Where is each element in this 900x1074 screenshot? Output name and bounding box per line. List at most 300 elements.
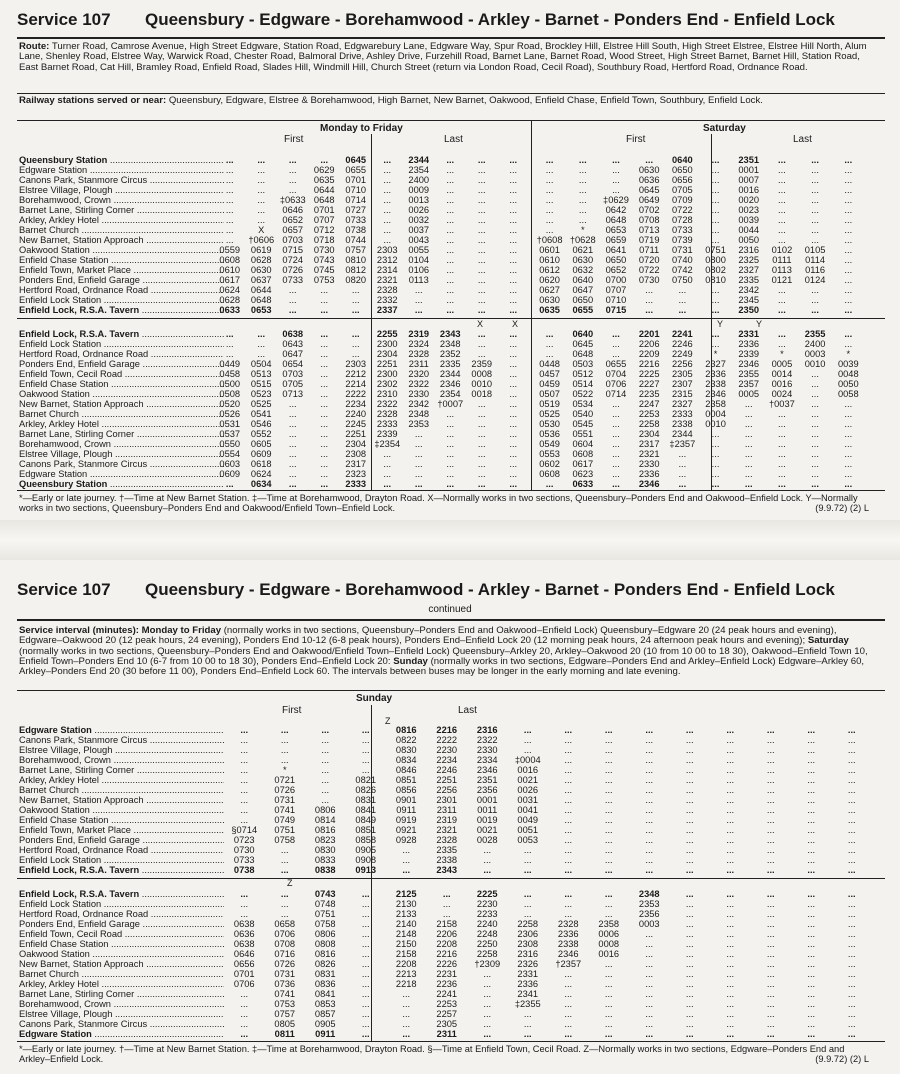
time-cell: 0701 xyxy=(233,969,255,979)
time-cell: ... xyxy=(483,1019,492,1029)
time-cell: 0021 xyxy=(476,825,498,835)
time-cell: ... xyxy=(446,265,455,275)
time-cell: 0630 xyxy=(572,255,594,265)
time-cell: ... xyxy=(509,409,518,419)
time-cell: 0851 xyxy=(355,825,377,835)
time-cell: ... xyxy=(811,165,819,175)
time-cell: 0726 xyxy=(274,785,296,795)
time-cell: ... xyxy=(645,295,654,305)
time-cell: 0513 xyxy=(250,369,272,379)
time-cell: ... xyxy=(766,745,775,755)
time-cell: ... xyxy=(778,459,786,469)
time-cell: 0749 xyxy=(274,815,296,825)
time-cell: 0733 xyxy=(672,225,693,235)
time-cell: 0629 xyxy=(313,165,335,175)
time-cell: ... xyxy=(811,419,819,429)
time-cell: 2258 xyxy=(476,949,498,959)
time-cell: ... xyxy=(383,235,392,245)
time-cell: ... xyxy=(240,765,249,775)
time-cell: ... xyxy=(225,479,234,489)
time-cell: ... xyxy=(811,295,819,305)
time-cell: 0713 xyxy=(638,225,660,235)
time-cell: ... xyxy=(509,235,518,245)
saturday-times xyxy=(533,305,865,315)
time-cell: ... xyxy=(811,439,819,449)
time-cell: 2400 xyxy=(804,339,826,349)
time-cell: 0624 xyxy=(219,285,241,295)
mf-last-label: Last xyxy=(444,134,463,145)
time-cell: ... xyxy=(766,735,775,745)
time-cell: 0617 xyxy=(572,459,594,469)
time-cell: ... xyxy=(288,449,297,459)
time-cell: ... xyxy=(711,339,720,349)
time-cell: 0650 xyxy=(605,255,627,265)
time-cell: ... xyxy=(726,855,735,865)
time-cell: 2320 xyxy=(408,369,430,379)
saturday-times xyxy=(533,369,865,379)
timetable-row xyxy=(19,429,885,439)
time-cell: ... xyxy=(509,285,518,295)
time-cell: ... xyxy=(685,755,694,765)
time-cell: ... xyxy=(612,399,620,409)
timetable-row xyxy=(19,765,885,775)
time-cell: 2258 xyxy=(517,919,539,929)
time-cell: 2234 xyxy=(345,399,367,409)
time-cell: 0105 xyxy=(804,245,826,255)
time-cell: ... xyxy=(477,165,486,175)
time-cell: 0019 xyxy=(476,815,498,825)
time-cell: 2251 xyxy=(376,359,398,369)
time-cell: ... xyxy=(509,205,518,215)
time-cell: ... xyxy=(711,215,720,225)
time-cell: ... xyxy=(477,339,486,349)
time-cell: ... xyxy=(711,195,720,205)
time-cell: ... xyxy=(564,775,573,785)
issue-code: (9.9.72) (2) L xyxy=(815,503,869,513)
time-cell: ... xyxy=(811,155,819,165)
time-cell: ... xyxy=(645,865,654,875)
time-cell: 2158 xyxy=(395,949,417,959)
time-cell: †2357 xyxy=(555,959,582,969)
timetable-row xyxy=(19,185,885,195)
time-cell: ... xyxy=(564,725,573,735)
saturday-times xyxy=(533,275,865,285)
time-cell: ... xyxy=(778,175,786,185)
time-cell: 0833 xyxy=(314,855,336,865)
time-cell: 0826 xyxy=(314,959,336,969)
timetable-row xyxy=(19,835,885,845)
time-cell: ... xyxy=(604,999,613,1009)
time-cell: ... xyxy=(225,215,234,225)
time-cell: 0905 xyxy=(314,1019,336,1029)
time-cell: ... xyxy=(726,949,735,959)
time-cell: ... xyxy=(361,969,370,979)
time-cell: 0702 xyxy=(638,205,660,215)
time-cell: 0853 xyxy=(314,999,336,1009)
time-cell: 0618 xyxy=(250,459,272,469)
timetable-row xyxy=(19,449,885,459)
time-cell: ... xyxy=(361,725,370,735)
time-cell: 0751 xyxy=(705,245,726,255)
time-cell: ... xyxy=(807,765,816,775)
sunday-times xyxy=(224,959,872,969)
time-cell: ... xyxy=(766,909,775,919)
time-cell: ... xyxy=(847,899,856,909)
time-cell: ... xyxy=(807,959,816,969)
time-cell: ... xyxy=(578,185,587,195)
time-cell: 2315 xyxy=(672,389,693,399)
sunday-times xyxy=(224,765,872,775)
stop-name: Enfield Town, Cecil Road ..... xyxy=(19,369,224,379)
time-cell: ... xyxy=(446,195,455,205)
time-cell: 0032 xyxy=(408,215,430,225)
time-cell: ... xyxy=(225,155,234,165)
stop-name: Arkley, Arkley Hotel ..... xyxy=(19,979,224,989)
saturday-times xyxy=(533,479,865,489)
time-cell: 0001 xyxy=(738,165,760,175)
time-cell: 2351 xyxy=(476,775,498,785)
time-cell: ... xyxy=(811,389,819,399)
time-cell: 0750 xyxy=(672,275,693,285)
time-cell: ... xyxy=(726,745,735,755)
time-cell: 0630 xyxy=(250,265,272,275)
time-cell: ... xyxy=(477,185,486,195)
time-cell: * xyxy=(780,349,784,359)
time-cell: 0705 xyxy=(282,379,304,389)
time-cell: ... xyxy=(711,205,720,215)
time-cell: 0640 xyxy=(572,275,594,285)
time-cell: ... xyxy=(509,195,518,205)
time-cell: ... xyxy=(321,745,330,755)
time-cell: ... xyxy=(744,409,753,419)
time-cell: 0458 xyxy=(219,369,241,379)
time-cell: ... xyxy=(414,295,423,305)
time-cell: ... xyxy=(604,755,613,765)
time-cell: 0703 xyxy=(282,369,304,379)
time-cell: ... xyxy=(744,439,753,449)
time-cell: ... xyxy=(811,449,819,459)
time-cell: ... xyxy=(383,185,392,195)
timetable-row xyxy=(19,785,885,795)
time-cell: 0001 xyxy=(476,795,498,805)
time-cell: 2328 xyxy=(376,285,398,295)
time-cell: 2307 xyxy=(672,379,693,389)
time-cell: 0546 xyxy=(250,419,272,429)
time-cell: 2233 xyxy=(476,909,498,919)
time-cell: 0731 xyxy=(274,969,296,979)
time-cell: 2256 xyxy=(672,359,693,369)
saturday-times xyxy=(533,399,865,409)
time-cell: 0730 xyxy=(233,845,255,855)
time-cell: ... xyxy=(240,795,249,805)
time-cell: 2227 xyxy=(638,379,660,389)
time-cell: 0846 xyxy=(395,765,417,775)
stop-name: Ponders End, Enfield Garage ..... xyxy=(19,919,224,929)
time-cell: ... xyxy=(564,969,573,979)
continued-label: continued xyxy=(428,604,472,615)
stop-name: Ponders End, Enfield Garage ..... xyxy=(19,359,224,369)
time-cell: ... xyxy=(766,899,775,909)
time-cell: 2339 xyxy=(738,349,760,359)
time-cell: ... xyxy=(564,845,573,855)
time-cell: 2247 xyxy=(638,399,660,409)
time-cell: ... xyxy=(844,195,853,205)
time-cell: 2316 xyxy=(738,245,760,255)
time-cell: ... xyxy=(446,419,455,429)
time-cell: ... xyxy=(477,449,486,459)
time-cell: 0649 xyxy=(638,195,660,205)
time-cell: ... xyxy=(446,205,455,215)
interval-label: Service interval (minutes): xyxy=(19,625,139,636)
time-cell: ... xyxy=(225,185,234,195)
time-cell: ... xyxy=(509,305,518,315)
time-cell: ... xyxy=(509,185,518,195)
time-cell: ... xyxy=(321,765,330,775)
time-cell: ... xyxy=(685,1029,694,1039)
time-cell: ... xyxy=(402,999,411,1009)
time-cell: 0811 xyxy=(274,1029,295,1039)
interval-mf-text: (normally works in two sections, Queensbury–Ponders End and Oakwood–Enfield Lock) Queensbury–Edgware 20 (24 peak hours and evening), Edgware–Oakwood 20 (12 peak hours, 24 evening), Ponders End 10-12 (6-8 peak hours), Ponders End–Enfield Lock 20 (12 morning peak hours, 24 afternoon peak hours and evening); xyxy=(19,625,837,647)
time-cell: ... xyxy=(578,215,587,225)
time-cell: ... xyxy=(446,459,455,469)
time-cell: 2312 xyxy=(376,255,398,265)
time-cell: ... xyxy=(225,329,234,339)
saturday-times xyxy=(533,225,865,235)
time-cell: 0113 xyxy=(771,265,792,275)
time-cell: ... xyxy=(844,305,853,315)
time-cell: ... xyxy=(711,329,720,339)
time-cell: ... xyxy=(744,459,753,469)
timetable-row xyxy=(19,855,885,865)
time-cell: ... xyxy=(523,1029,532,1039)
time-cell: ... xyxy=(645,999,654,1009)
time-cell: 0701 xyxy=(313,205,335,215)
time-cell: ... xyxy=(645,979,654,989)
divider xyxy=(17,1041,885,1042)
time-cell: 0741 xyxy=(274,805,296,815)
time-cell: ... xyxy=(604,1019,613,1029)
time-cell: ... xyxy=(847,1029,856,1039)
sunday-times xyxy=(224,1029,872,1039)
time-cell: 0841 xyxy=(355,805,377,815)
column-separator xyxy=(371,134,372,490)
timetable-row xyxy=(19,725,885,735)
time-cell: 0805 xyxy=(274,1019,296,1029)
time-cell: 0836 xyxy=(314,979,336,989)
time-cell: †0007 xyxy=(437,399,464,409)
route-text: Turner Road, Camrose Avenue, High Street Edgware, Station Road, Edgwarebury Lane, Edgware Way, Spur Road, Brockley Hill, Elstree Hill South, High Street Elstree, Elstree Hill North, Alum Lane, Shenley Road, Elstree Way, Warwick Road, Chester Road, Balmoral Drive, Ashley Drive, Furzehill Road, Barnet Lane, Barnet Road, Wood Street, High Street Barnet, Barnet Hill, Station Road, East Barnet Road, Cat Hill, Bramley Road, Enfield Road, Slades Hill, Windmill Hill, Church Street (return via London Road, Cecil Road), Southbury Road, Hertford Road, Ordnance Road. xyxy=(19,41,867,73)
time-cell: ... xyxy=(847,845,856,855)
time-cell: ... xyxy=(361,765,370,775)
time-cell: 2304 xyxy=(638,429,660,439)
time-cell: 2343 xyxy=(439,329,461,339)
time-cell: 0652 xyxy=(282,215,304,225)
time-cell: ... xyxy=(509,429,518,439)
time-cell: 2353 xyxy=(408,419,430,429)
saturday-times xyxy=(533,295,865,305)
stop-name: Ponders End, Enfield Garage ..... xyxy=(19,835,224,845)
divider xyxy=(17,318,885,319)
time-cell: 0708 xyxy=(638,215,660,225)
time-cell: ... xyxy=(778,285,786,295)
time-cell: ... xyxy=(477,175,486,185)
time-cell: 2341 xyxy=(517,989,539,999)
saturday-label: Saturday xyxy=(703,123,746,134)
time-cell: ... xyxy=(807,919,816,929)
time-cell: ... xyxy=(678,459,687,469)
time-cell: 2306 xyxy=(517,929,539,939)
time-cell: ... xyxy=(807,1019,816,1029)
time-cell: 0514 xyxy=(572,379,594,389)
time-cell: ‡2355 xyxy=(514,999,541,1009)
time-cell: 0810 xyxy=(705,275,726,285)
time-cell: 2253 xyxy=(436,999,458,1009)
time-cell: ... xyxy=(320,449,329,459)
time-cell: ... xyxy=(604,969,613,979)
time-cell: 0656 xyxy=(672,175,693,185)
time-cell: 0730 xyxy=(638,275,660,285)
time-cell: ... xyxy=(604,785,613,795)
time-cell: †0606 xyxy=(248,235,275,245)
time-cell: 0537 xyxy=(219,429,241,439)
time-cell: ... xyxy=(766,755,775,765)
time-cell: 0549 xyxy=(539,439,560,449)
time-cell: 0021 xyxy=(517,775,539,785)
time-cell: ... xyxy=(564,899,573,909)
time-cell: 2140 xyxy=(395,919,417,929)
time-cell: 0806 xyxy=(314,929,336,939)
time-cell: 0715 xyxy=(605,305,627,315)
time-cell: ... xyxy=(509,265,518,275)
time-cell: ... xyxy=(612,155,620,165)
timetable-row xyxy=(19,379,885,389)
saturday-times xyxy=(533,329,865,339)
time-cell: 2303 xyxy=(376,245,398,255)
time-cell: * xyxy=(282,765,287,775)
time-cell: 2216 xyxy=(436,725,458,735)
time-cell: ... xyxy=(446,285,455,295)
stop-name: Enfield Lock Station ..... xyxy=(19,899,224,909)
time-cell: 2231 xyxy=(436,969,458,979)
time-cell: ... xyxy=(604,795,613,805)
sunday-times xyxy=(224,899,872,909)
time-cell: ... xyxy=(807,785,816,795)
time-cell: ... xyxy=(711,459,720,469)
time-cell: ... xyxy=(778,225,786,235)
time-cell: ... xyxy=(383,175,392,185)
time-cell: ... xyxy=(604,909,613,919)
symbol-y: Y xyxy=(717,319,724,329)
time-cell: 0858 xyxy=(355,835,377,845)
time-cell: ... xyxy=(711,479,720,489)
time-cell: ... xyxy=(645,755,654,765)
time-cell: 0821 xyxy=(355,775,377,785)
time-cell: 2333 xyxy=(376,419,398,429)
time-cell: ... xyxy=(509,369,518,379)
time-cell: 0627 xyxy=(539,285,560,295)
time-cell: 2344 xyxy=(408,155,430,165)
time-cell: ... xyxy=(414,449,423,459)
time-cell: 2235 xyxy=(638,389,660,399)
time-cell: ... xyxy=(807,929,816,939)
time-cell: ... xyxy=(483,865,492,875)
railway-text: Queensbury, Edgware, Elstree & Borehamwood, High Barnet, New Barnet, Oakwood, Enfield Chase, Enfield Town, Southbury, Enfield Lock. xyxy=(168,95,763,106)
time-cell: ... xyxy=(383,155,392,165)
time-cell: ... xyxy=(240,989,249,999)
time-cell: ... xyxy=(288,185,297,195)
time-cell: 2322 xyxy=(408,379,430,389)
time-cell: ... xyxy=(523,909,532,919)
time-cell: ... xyxy=(225,235,234,245)
time-cell: ... xyxy=(545,185,554,195)
time-cell: ... xyxy=(509,379,518,389)
time-cell: ... xyxy=(509,479,518,489)
timetable-row xyxy=(19,339,885,349)
time-cell: ... xyxy=(766,725,775,735)
time-cell: ... xyxy=(564,1019,573,1029)
time-cell: ... xyxy=(807,909,816,919)
time-cell: 2225 xyxy=(476,889,498,899)
time-cell: 0048 xyxy=(837,369,859,379)
time-cell: ... xyxy=(612,349,620,359)
time-cell: ... xyxy=(778,419,786,429)
sunday-times xyxy=(224,835,872,845)
time-cell: 0814 xyxy=(314,815,336,825)
time-cell: 0605 xyxy=(250,439,272,449)
time-cell: 0711 xyxy=(639,245,660,255)
time-cell: ... xyxy=(564,825,573,835)
time-cell: 0609 xyxy=(219,469,241,479)
time-cell: ... xyxy=(414,459,423,469)
time-cell: 0806 xyxy=(314,805,336,815)
time-cell: 0716 xyxy=(274,949,296,959)
time-cell: 0043 xyxy=(408,235,430,245)
time-cell: ... xyxy=(351,305,360,315)
time-cell: ... xyxy=(811,215,819,225)
time-cell: ... xyxy=(361,1009,370,1019)
time-cell: 0652 xyxy=(605,265,627,275)
time-cell: 2331 xyxy=(738,329,760,339)
time-cell: ... xyxy=(685,765,694,775)
sunday-times xyxy=(224,929,872,939)
time-cell: ... xyxy=(578,205,587,215)
time-cell: 2311 xyxy=(408,359,429,369)
time-cell: ... xyxy=(523,1019,532,1029)
time-cell: 0646 xyxy=(233,949,255,959)
time-cell: ... xyxy=(685,949,694,959)
time-cell: 0102 xyxy=(771,245,793,255)
stop-name: Borehamwood, Crown ..... xyxy=(19,755,224,765)
time-cell: 0608 xyxy=(539,469,560,479)
saturday-times xyxy=(533,349,865,359)
time-cell: 0707 xyxy=(313,215,335,225)
time-cell: 0704 xyxy=(605,369,627,379)
time-cell: 0634 xyxy=(250,479,272,489)
time-cell: 0003 xyxy=(638,919,660,929)
time-cell: 2158 xyxy=(436,919,458,929)
time-cell: 0645 xyxy=(572,339,594,349)
time-cell: 0449 xyxy=(219,359,241,369)
saturday-times xyxy=(533,429,865,439)
time-cell: ... xyxy=(320,469,329,479)
time-cell: ... xyxy=(807,899,816,909)
time-cell: 0710 xyxy=(605,295,627,305)
time-cell: 2344 xyxy=(672,429,693,439)
time-cell: 2358 xyxy=(598,919,620,929)
time-cell: 0851 xyxy=(395,775,417,785)
time-cell: ... xyxy=(726,805,735,815)
stop-name: Enfield Chase Station ..... xyxy=(19,379,224,389)
